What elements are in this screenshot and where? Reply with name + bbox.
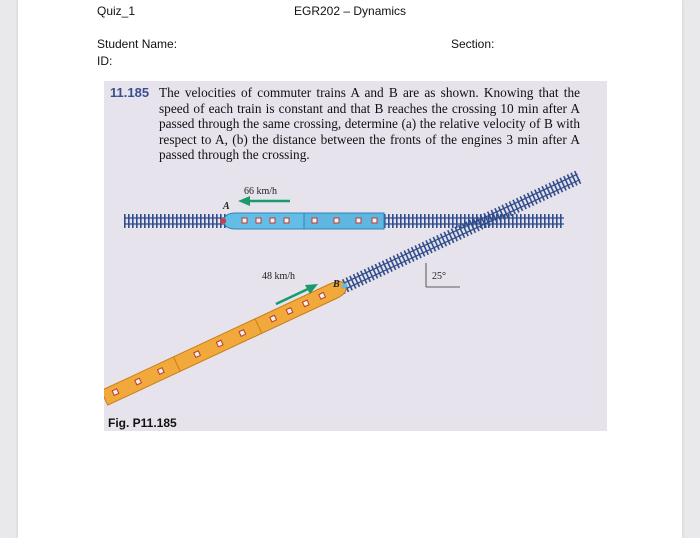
course-title: EGR202 – Dynamics bbox=[294, 4, 407, 18]
inclined-track bbox=[331, 171, 582, 298]
problem-figure-panel bbox=[104, 81, 607, 431]
train-label-a: A bbox=[223, 201, 230, 212]
velocity-label-b: 48 km/h bbox=[262, 271, 296, 282]
velocity-arrow-a bbox=[238, 196, 290, 206]
train-b bbox=[104, 277, 351, 405]
velocity-label-a: 66 km/h bbox=[244, 186, 278, 197]
id-label: ID: bbox=[97, 54, 113, 68]
train-label-b: B bbox=[333, 279, 340, 290]
problem-text: The velocities of commuter trains A and B are as shown. Knowing that the speed of each train is constant and that B reaches the crossing 10 min after A passed through the same crossing, determine (a) the relative velocity of B with respect to A, (b) the distance between the fronts of the engines 3 min after A passed through the crossing. bbox=[159, 85, 580, 162]
document-page bbox=[18, 0, 682, 538]
quiz-title: Quiz_1 bbox=[97, 4, 136, 18]
train-crossing-diagram bbox=[104, 81, 607, 431]
problem-number: 11.185 bbox=[110, 85, 150, 100]
figure-caption: Fig. P11.185 bbox=[108, 416, 177, 430]
train-a bbox=[220, 213, 384, 229]
angle-label: 25° bbox=[432, 271, 446, 282]
student-name-label: Student Name: bbox=[97, 37, 178, 51]
section-label: Section: bbox=[451, 37, 495, 51]
